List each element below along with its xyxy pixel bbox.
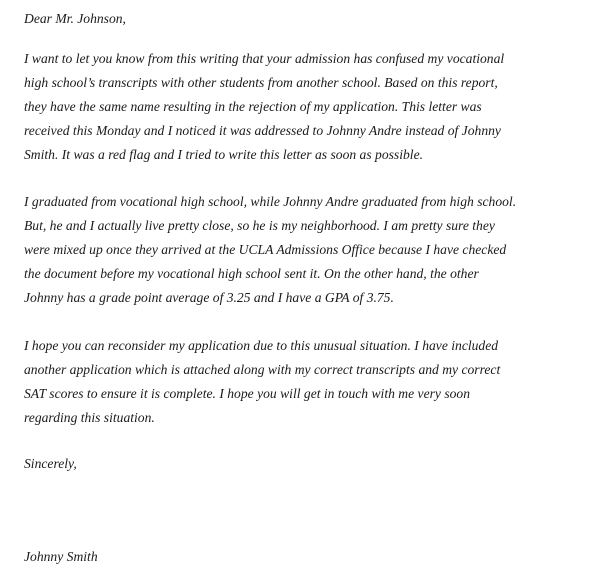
paragraph-line: Johnny has a grade point average of 3.25 and I have a GPA of 3.75. xyxy=(24,290,394,305)
paragraph-line: SAT scores to ensure it is complete. I hope you will get in touch with me very soon xyxy=(24,386,471,401)
paragraph-line: they have the same name resulting in the rejection of my application. This letter was xyxy=(24,99,482,114)
paragraph-line: received this Monday and I noticed it was addressed to Johnny Andre instead of Johnny xyxy=(24,123,501,138)
signature: Johnny Smith xyxy=(24,549,98,564)
paragraph-line: But, he and I actually live pretty close, so he is my neighborhood. I am pretty sure they xyxy=(24,218,495,233)
paragraph-line: high school’s transcripts with other students from another school. Based on this report, xyxy=(24,75,498,90)
paragraph-line: I want to let you know from this writing that your admission has confused my vocational xyxy=(24,51,505,66)
closing: Sincerely, xyxy=(24,456,77,471)
paragraph-line: were mixed up once they arrived at the UCLA Admissions Office because I have checked xyxy=(24,242,507,257)
paragraph-line: I graduated from vocational high school, while Johnny Andre graduated from high school. xyxy=(24,194,517,209)
paragraph-line: the document before my vocational high school sent it. On the other hand, the other xyxy=(24,266,479,281)
paragraph-line: regarding this situation. xyxy=(24,410,155,425)
paragraph-line: I hope you can reconsider my application due to this unusual situation. I have included xyxy=(24,338,499,353)
salutation: Dear Mr. Johnson, xyxy=(24,11,126,26)
paragraph-line: another application which is attached along with my correct transcripts and my correct xyxy=(24,362,501,377)
paragraph-line: Smith. It was a red flag and I tried to write this letter as soon as possible. xyxy=(24,147,424,162)
